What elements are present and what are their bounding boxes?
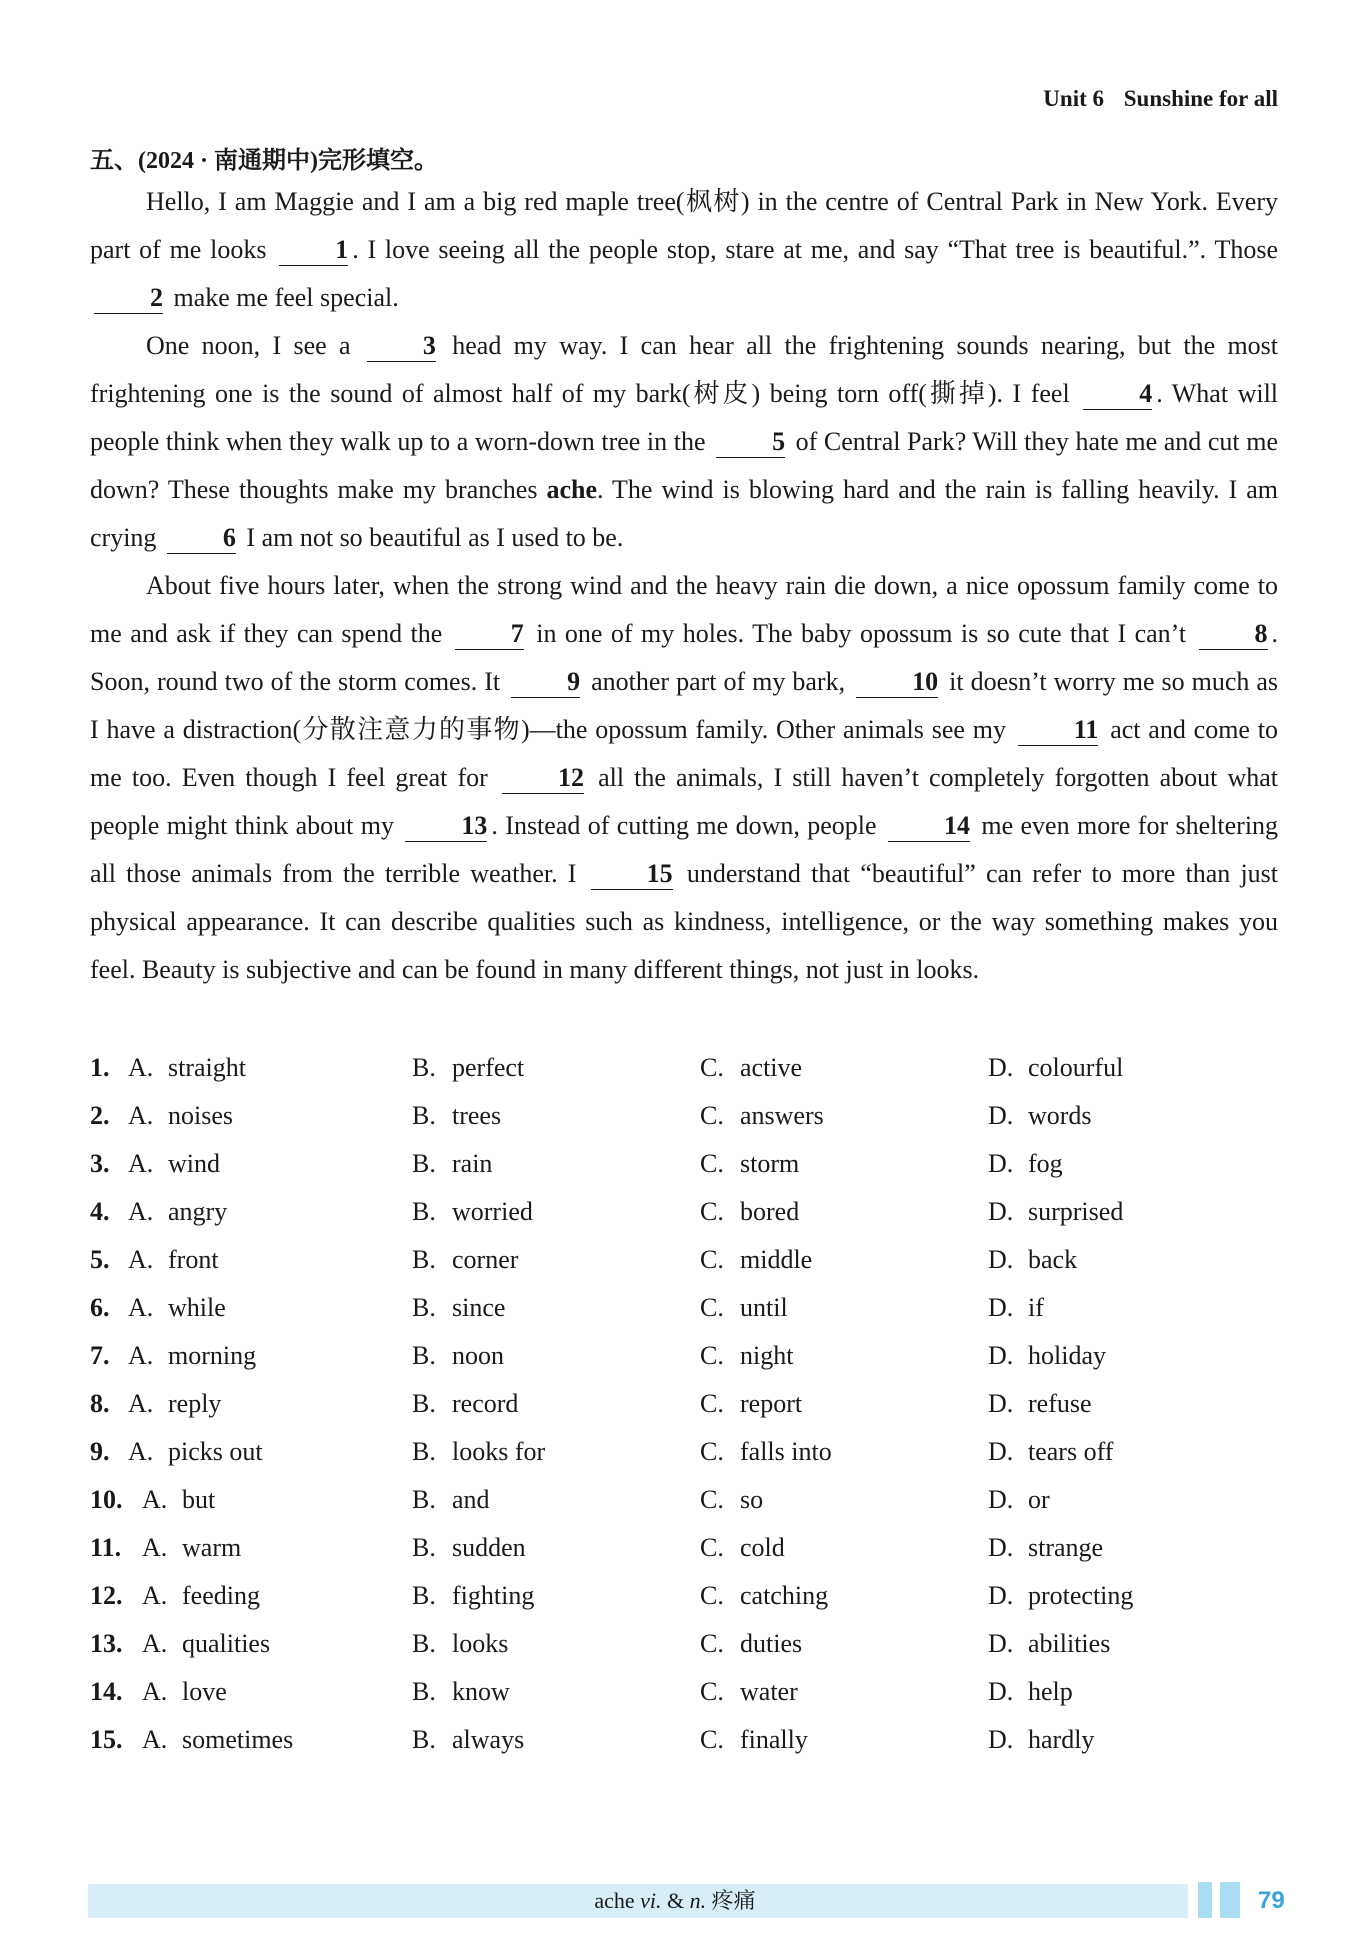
blank-1: 1 [279,235,348,266]
option-text: storm [740,1149,800,1178]
option-row [90,1572,1290,1620]
option-d [988,1428,1113,1476]
option-text: duties [740,1629,803,1658]
blank-7: 7 [455,619,524,650]
option-c [700,1092,824,1140]
option-text: picks out [168,1437,263,1466]
option-text: tears off [1028,1437,1114,1466]
text: understand that “beautiful” can refer to more than just physical appearance. It can describe qualities such as kindness, intelligence, or the way something makes you feel. Beauty is subjective and can be found in many different things, not just in looks. [90,859,1279,984]
option-d [988,1284,1044,1332]
option-letter: D. [988,1341,1014,1370]
option-text: noon [452,1341,504,1370]
text: head my way. I can hear all the frightening sounds nearing, but the most frightening one is the sound of almost half of my bark(树皮) being torn off(撕掉). I feel [90,331,1279,408]
option-text: abilities [1028,1629,1111,1658]
option-letter: D. [988,1533,1014,1562]
blank-8: 8 [1199,619,1268,650]
option-letter: D. [988,1293,1014,1322]
option-letter: B. [412,1341,436,1370]
option-a [128,1092,233,1140]
option-c [700,1620,802,1668]
option-c [700,1236,812,1284]
text: all the animals, I still haven’t completely forgotten about what people might think about my [90,763,1279,840]
text: . Soon, round two of the storm comes. It [90,619,1279,696]
question-number: 6. [90,1293,110,1322]
option-letter: C. [700,1437,724,1466]
option-letter: C. [700,1341,724,1370]
blank-3: 3 [367,331,436,362]
option-text: protecting [1028,1581,1134,1610]
option-text: and [452,1485,490,1514]
page-header [1043,86,1278,112]
option-d [988,1716,1094,1764]
question-number: 7. [90,1341,110,1370]
option-text: holiday [1028,1341,1106,1370]
option-text: answers [740,1101,824,1130]
option-c [700,1284,788,1332]
option-letter: B. [412,1677,436,1706]
option-letter: B. [412,1581,436,1610]
answer-options [90,1044,1290,1764]
option-d [988,1572,1133,1620]
option-letter: A. [142,1485,168,1514]
option-row [90,1668,1290,1716]
option-letter: B. [412,1389,436,1418]
option-text: warm [182,1533,242,1562]
option-b [412,1092,501,1140]
option-text: colourful [1028,1053,1124,1082]
footer-vocab-note [0,1884,1350,1918]
option-row [90,1476,1290,1524]
text: Hello, I am Maggie and I am a big red maple tree(枫树) in the centre of Central Park in New York. Every part of me looks [90,187,1278,264]
option-a [128,1380,221,1428]
option-letter: A. [142,1581,168,1610]
option-a [128,1332,256,1380]
text: . Instead of cutting me down, people [491,811,877,840]
option-text: falls into [740,1437,832,1466]
text: I am not so beautiful as I used to be. [246,523,624,552]
option-d [988,1140,1063,1188]
option-letter: A. [128,1341,154,1370]
option-text: worried [452,1197,533,1226]
option-letter: B. [412,1245,436,1274]
option-letter: C. [700,1677,724,1706]
section-title: 五、(2024 · 南通期中)完形填空。 [90,148,438,174]
option-letter: B. [412,1485,436,1514]
option-letter: C. [700,1053,724,1082]
page-number: 79 [1258,1887,1285,1914]
option-b [412,1476,490,1524]
option-letter: D. [988,1389,1014,1418]
text: . The wind is blowing hard and the rain is falling heavily. I am crying [90,475,1279,552]
text: act and come to me too. Even though I feel great for [90,715,1279,792]
option-letter: B. [412,1053,436,1082]
unit-label: Unit 6 [1043,86,1104,111]
option-letter: C. [700,1149,724,1178]
option-c [700,1140,799,1188]
option-letter: A. [128,1245,154,1274]
option-d [988,1476,1050,1524]
option-letter: C. [700,1725,724,1754]
option-text: water [740,1677,798,1706]
footer-pos: vi. [640,1888,662,1913]
blank-6: 6 [167,523,236,554]
option-letter: D. [988,1677,1014,1706]
option-letter: D. [988,1629,1014,1658]
option-text: so [740,1485,764,1514]
option-b [412,1044,524,1092]
option-a [128,1284,226,1332]
question-number: 2. [90,1101,110,1130]
option-d [988,1668,1073,1716]
option-letter: B. [412,1533,436,1562]
option-letter: D. [988,1437,1014,1466]
option-letter: B. [412,1149,436,1178]
blank-2: 2 [94,283,163,314]
option-row [90,1140,1290,1188]
option-text: qualities [182,1629,271,1658]
option-letter: D. [988,1197,1014,1226]
option-letter: D. [988,1725,1014,1754]
option-row [90,1284,1290,1332]
option-a [142,1572,260,1620]
option-a [128,1428,263,1476]
option-b [412,1668,510,1716]
option-text: or [1028,1485,1050,1514]
option-letter: A. [128,1293,154,1322]
option-row [90,1188,1290,1236]
option-c [700,1188,799,1236]
option-letter: C. [700,1485,724,1514]
option-letter: D. [988,1149,1014,1178]
question-number: 1. [90,1053,110,1082]
option-letter: C. [700,1245,724,1274]
option-a [142,1668,227,1716]
option-text: refuse [1028,1389,1092,1418]
blank-4: 4 [1083,379,1152,410]
option-text: morning [168,1341,257,1370]
option-text: straight [168,1053,246,1082]
option-d [988,1380,1092,1428]
option-text: wind [168,1149,220,1178]
option-letter: C. [700,1581,724,1610]
option-c [700,1668,798,1716]
option-letter: D. [988,1485,1014,1514]
unit-title: Sunshine for all [1123,86,1278,111]
option-letter: C. [700,1533,724,1562]
option-letter: B. [412,1629,436,1658]
option-text: while [168,1293,226,1322]
option-text: bored [740,1197,800,1226]
option-b [412,1620,508,1668]
option-text: front [168,1245,219,1274]
option-letter: B. [412,1101,436,1130]
option-letter: D. [988,1245,1014,1274]
blank-13: 13 [405,811,487,842]
option-a [142,1620,270,1668]
question-number: 14. [90,1677,123,1706]
option-text: feeding [182,1581,260,1610]
option-b [412,1284,505,1332]
question-number: 9. [90,1437,110,1466]
option-text: sometimes [182,1725,294,1754]
option-row [90,1236,1290,1284]
option-c [700,1380,802,1428]
option-a [128,1140,220,1188]
option-c [700,1476,763,1524]
option-text: active [740,1053,803,1082]
text: . I love seeing all the people stop, stare at me, and say “That tree is beautiful.”. Those [352,235,1278,264]
footer-word: ache [594,1888,635,1913]
option-text: corner [452,1245,519,1274]
option-d [988,1332,1106,1380]
option-a [128,1236,219,1284]
option-text: fighting [452,1581,535,1610]
option-letter: D. [988,1101,1014,1130]
option-b [412,1716,524,1764]
option-letter: C. [700,1197,724,1226]
blank-14: 14 [888,811,970,842]
option-text: reply [168,1389,222,1418]
option-text: if [1028,1293,1044,1322]
option-letter: A. [128,1053,154,1082]
paragraph-3 [90,562,1278,994]
option-text: angry [168,1197,228,1226]
option-letter: A. [142,1677,168,1706]
option-b [412,1572,534,1620]
option-letter: D. [988,1053,1014,1082]
option-text: always [452,1725,525,1754]
blank-12: 12 [502,763,584,794]
option-c [700,1044,802,1092]
question-number: 13. [90,1629,123,1658]
option-a [128,1044,246,1092]
paragraph-1 [90,178,1278,322]
option-text: words [1028,1101,1092,1130]
option-b [412,1236,518,1284]
blank-15: 15 [591,859,673,890]
option-row [90,1524,1290,1572]
option-d [988,1524,1103,1572]
option-row [90,1620,1290,1668]
option-letter: D. [988,1581,1014,1610]
option-text: finally [740,1725,808,1754]
option-c [700,1428,832,1476]
blank-10: 10 [856,667,938,698]
option-text: looks [452,1629,509,1658]
option-b [412,1140,492,1188]
option-b [412,1188,533,1236]
option-d [988,1236,1077,1284]
option-letter: A. [128,1389,154,1418]
option-letter: B. [412,1197,436,1226]
option-b [412,1332,504,1380]
option-c [700,1524,785,1572]
option-text: trees [452,1101,502,1130]
option-text: catching [740,1581,829,1610]
question-number: 4. [90,1197,110,1226]
option-d [988,1188,1123,1236]
option-text: strange [1028,1533,1104,1562]
option-text: know [452,1677,510,1706]
option-letter: C. [700,1293,724,1322]
option-text: perfect [452,1053,525,1082]
text: About five hours later, when the strong wind and the heavy rain die down, a nice opossum family come to me and ask if they can spend the [90,571,1278,648]
option-a [142,1476,215,1524]
option-a [142,1524,241,1572]
option-letter: C. [700,1389,724,1418]
option-c [700,1572,828,1620]
option-text: surprised [1028,1197,1124,1226]
text: in one of my holes. The baby opossum is so cute that I can’t [536,619,1187,648]
option-text: back [1028,1245,1078,1274]
option-b [412,1428,545,1476]
option-text: until [740,1293,788,1322]
option-letter: A. [142,1629,168,1658]
option-text: looks for [452,1437,546,1466]
cloze-passage [90,178,1278,994]
text: it doesn’t worry me so much as I have a distraction(分散注意力的事物)—the opossum family. Other animals see my [90,667,1279,744]
option-text: love [182,1677,227,1706]
option-row [90,1092,1290,1140]
option-letter: A. [142,1533,168,1562]
option-text: sudden [452,1533,526,1562]
option-text: rain [452,1149,493,1178]
option-c [700,1716,808,1764]
option-a [128,1188,227,1236]
option-letter: C. [700,1629,724,1658]
option-c [700,1332,793,1380]
option-d [988,1044,1123,1092]
paragraph-2 [90,322,1278,562]
option-d [988,1620,1110,1668]
vocab-word: ache [546,475,598,504]
text: . What will people think when they walk up to a worn-down tree in the [90,379,1279,456]
text: of Central Park? Will they hate me and cut me down? These thoughts make my branches [90,427,1278,504]
question-number: 5. [90,1245,110,1274]
question-number: 15. [90,1725,123,1754]
option-text: help [1028,1677,1073,1706]
option-letter: B. [412,1437,436,1466]
footer-meaning: 疼痛 [711,1888,756,1913]
footer-amp: & [667,1888,685,1913]
question-number: 8. [90,1389,110,1418]
option-row [90,1716,1290,1764]
option-text: since [452,1293,506,1322]
option-text: record [452,1389,519,1418]
option-text: but [182,1485,216,1514]
option-text: hardly [1028,1725,1095,1754]
option-text: report [740,1389,803,1418]
text: another part of my bark, [591,667,846,696]
option-row [90,1428,1290,1476]
option-d [988,1092,1092,1140]
option-letter: A. [142,1725,168,1754]
option-text: night [740,1341,794,1370]
option-text: cold [740,1533,785,1562]
text: make me feel special. [173,283,399,312]
option-letter: A. [128,1437,154,1466]
footer-pos2: n. [689,1888,707,1913]
option-letter: A. [128,1197,154,1226]
option-text: fog [1028,1149,1063,1178]
option-row [90,1380,1290,1428]
option-letter: A. [128,1149,154,1178]
question-number: 10. [90,1485,123,1514]
question-number: 11. [90,1533,122,1562]
option-text: noises [168,1101,233,1130]
option-row [90,1332,1290,1380]
text: me even more for sheltering all those animals from the terrible weather. I [90,811,1279,888]
option-row [90,1044,1290,1092]
blank-9: 9 [511,667,580,698]
blank-5: 5 [716,427,785,458]
option-b [412,1380,518,1428]
question-number: 12. [90,1581,123,1610]
option-letter: B. [412,1725,436,1754]
text: One noon, I see a [146,331,351,360]
option-letter: A. [128,1101,154,1130]
option-letter: C. [700,1101,724,1130]
question-number: 3. [90,1149,110,1178]
option-letter: B. [412,1293,436,1322]
option-a [142,1716,293,1764]
blank-11: 11 [1018,715,1099,746]
option-b [412,1524,526,1572]
option-text: middle [740,1245,813,1274]
